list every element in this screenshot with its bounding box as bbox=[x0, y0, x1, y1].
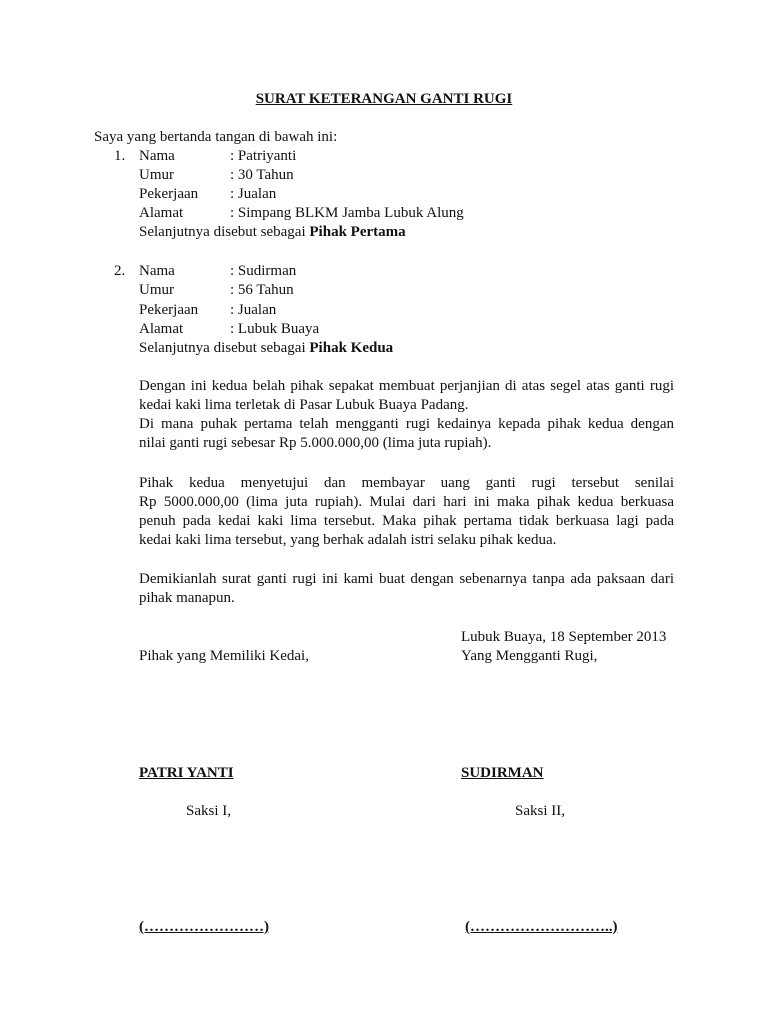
party-2-age-label: Umur bbox=[139, 282, 174, 298]
paragraph-line: Rp 5000.000,00 (lima juta rupiah). Mulai dari hari ini maka pihak kedua berkuasa bbox=[139, 494, 674, 510]
paragraph-line: Pihak kedua menyetujui dan membayar uang ganti rugi tersebut senilai bbox=[139, 475, 674, 491]
paragraph-line: kedai kaki lima tersebut, yang berhak adalah istri selaku pihak kedua. bbox=[139, 532, 557, 548]
party-2-number: 2. bbox=[114, 263, 126, 279]
paragraph-closing bbox=[139, 570, 674, 608]
party-1-age-label: Umur bbox=[139, 167, 174, 183]
paragraph-line: pihak manapun. bbox=[139, 590, 235, 606]
party-2-designation-term: Pihak Kedua bbox=[309, 340, 394, 356]
paragraph-line: Di mana puhak pertama telah mengganti rugi kedainya kepada pihak kedua dengan bbox=[139, 416, 674, 432]
paragraph-payment bbox=[139, 474, 674, 550]
party-1-age-value: : 30 Tahun bbox=[230, 167, 294, 183]
witness-2-caption: Saksi II, bbox=[515, 803, 565, 819]
party-1-address-value: : Simpang BLKM Jamba Lubuk Alung bbox=[230, 205, 464, 221]
party-2-job-label: Pekerjaan bbox=[139, 302, 199, 318]
party-2-name-value: : Sudirman bbox=[230, 263, 297, 279]
party-2-name-label: Nama bbox=[139, 263, 175, 279]
paragraph-line: kedai kaki lima terletak di Pasar Lubuk Buaya Padang. bbox=[139, 397, 469, 413]
party-2-address-label: Alamat bbox=[139, 321, 184, 337]
intro-text: Saya yang bertanda tangan di bawah ini: bbox=[94, 129, 338, 145]
right-signer-name: SUDIRMAN bbox=[461, 765, 544, 781]
document-title: SURAT KETERANGAN GANTI RUGI bbox=[255, 91, 513, 107]
party-1-name-label: Nama bbox=[139, 148, 175, 164]
paragraph-line: penuh pada kedai kaki lima tersebut. Maka pihak pertama tidak berkuasa lagi pada bbox=[139, 513, 674, 529]
party-1-name-value: : Patriyanti bbox=[230, 148, 297, 164]
party-2-designation-prefix: Selanjutnya disebut sebagai bbox=[139, 340, 310, 356]
left-signer-name: PATRI YANTI bbox=[139, 765, 234, 781]
party-1-designation-prefix: Selanjutnya disebut sebagai bbox=[139, 224, 310, 240]
paragraph-agreement bbox=[139, 377, 674, 453]
paragraph-line: Demikianlah surat ganti rugi ini kami buat dengan sebenarnya tanpa ada paksaan dari bbox=[139, 571, 674, 587]
witness-1-caption: Saksi I, bbox=[186, 803, 231, 819]
left-signer-caption: Pihak yang Memiliki Kedai, bbox=[139, 648, 309, 664]
place-date: Lubuk Buaya, 18 September 2013 bbox=[461, 629, 667, 645]
paragraph-line: Dengan ini kedua belah pihak sepakat membuat perjanjian di atas segel atas ganti rugi bbox=[139, 378, 674, 394]
party-1-designation-term: Pihak Pertama bbox=[309, 224, 406, 240]
party-2-job-value: : Jualan bbox=[230, 302, 277, 318]
witness-2-signature-blank: (………………………..) bbox=[465, 919, 618, 935]
party-1-address-label: Alamat bbox=[139, 205, 184, 221]
party-1-number: 1. bbox=[114, 148, 126, 164]
party-1-job-value: : Jualan bbox=[230, 186, 277, 202]
party-1-job-label: Pekerjaan bbox=[139, 186, 199, 202]
party-1-designation bbox=[139, 223, 406, 242]
party-2-address-value: : Lubuk Buaya bbox=[230, 321, 320, 337]
party-2-designation bbox=[139, 339, 393, 358]
witness-1-signature-blank: (……………………) bbox=[139, 919, 269, 935]
party-2-age-value: : 56 Tahun bbox=[230, 282, 294, 298]
paragraph-line: nilai ganti rugi sebesar Rp 5.000.000,00 (lima juta rupiah). bbox=[139, 435, 492, 451]
right-signer-caption: Yang Mengganti Rugi, bbox=[461, 648, 598, 664]
